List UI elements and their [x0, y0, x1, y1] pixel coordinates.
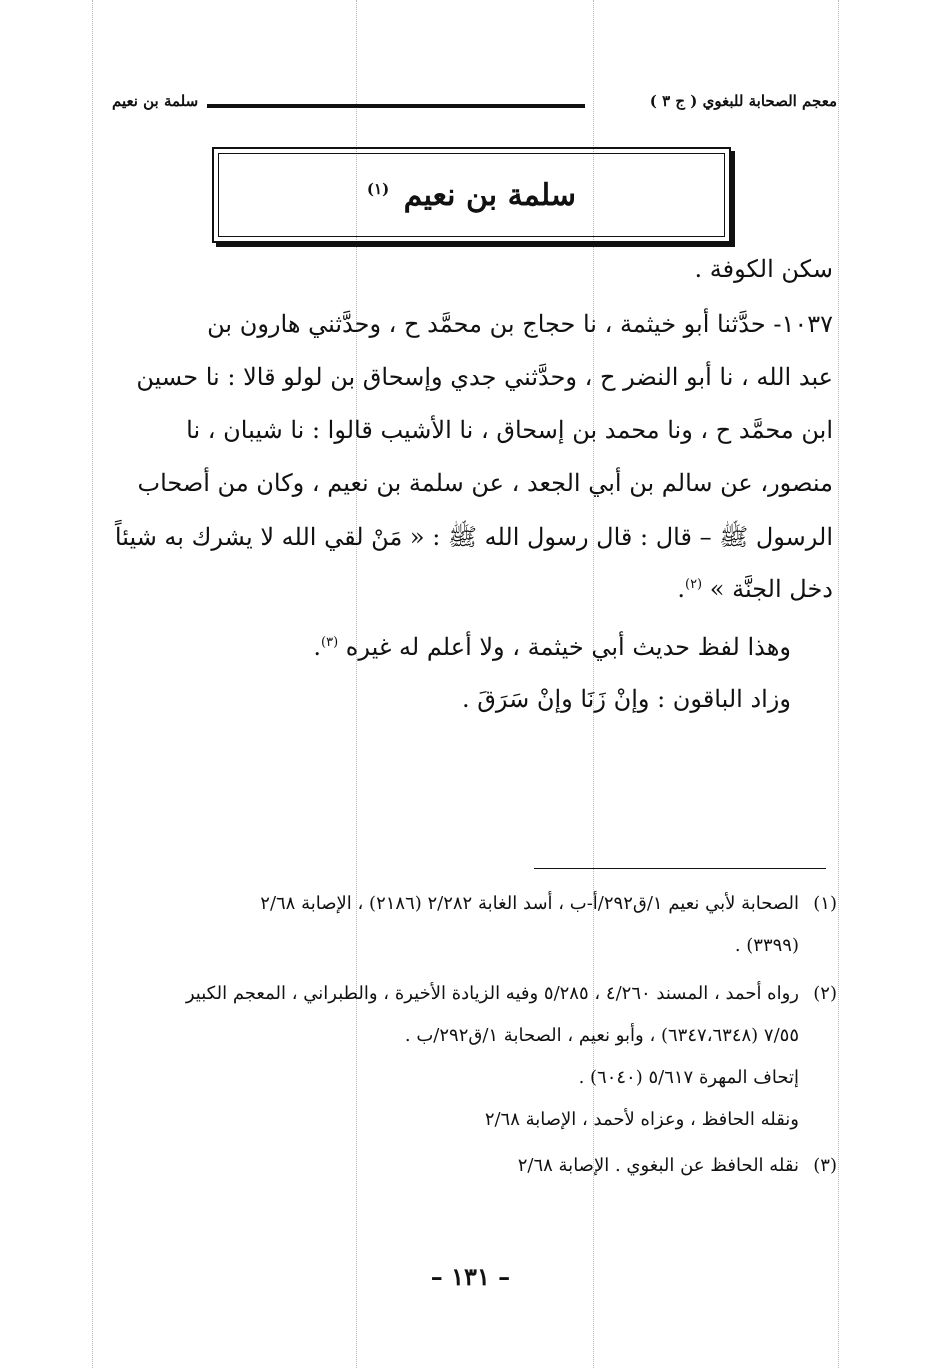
- title-footnote-ref: (١): [366, 179, 390, 198]
- footnote-3-line-1: (٣)نقله الحافظ عن البغوي . الإصابة ٢/٦٨: [517, 1155, 837, 1176]
- footnote-number: (٢): [813, 983, 837, 1004]
- header-rule: [207, 104, 585, 108]
- intro-text: سكن الكوفة .: [694, 255, 833, 283]
- hadith-line-4: منصور، عن سالم بن أبي الجعد ، عن سلمة بن نعيم ، وكان من أصحاب: [137, 469, 833, 497]
- footnote-number: (١): [813, 893, 837, 914]
- footnote-1-line-2: (٣٣٩٩) .: [734, 935, 799, 956]
- entry-title: [367, 178, 576, 213]
- addition-line: وزاد الباقون : وإنْ زَنَا وإنْ سَرَقَ .: [461, 685, 791, 713]
- footnote-separator: [534, 868, 826, 869]
- hadith-line-3: ابن محمَّد ح ، ونا محمد بن إسحاق ، نا الأشيب قالوا : نا شيبان ، نا: [186, 416, 833, 444]
- entry-title-name: سلمة بن نعيم: [403, 177, 577, 213]
- entry-title-box: [212, 147, 731, 243]
- footnote-number: (٣): [813, 1155, 837, 1176]
- footnote-1-line-1: (١)الصحابة لأبي نعيم ١/ق٢٩٢/أ-ب ، أسد الغابة ٢/٢٨٢ (٢١٨٦) ، الإصابة ٢/٦٨: [260, 893, 837, 914]
- entry-title-frame: [218, 153, 725, 237]
- header-book-title: معجم الصحابة للبغوي ( ج ٣ ): [649, 92, 837, 110]
- hadith-line-6: دخل الجنَّة » $^{(٢)}$.: [677, 575, 833, 603]
- note-footnote-ref: (٣): [321, 635, 339, 650]
- footnote-2-line-1: (٢)رواه أحمد ، المسند ٤/٢٦٠ ، ٥/٢٨٥ وفيه الزيادة الأخيرة ، والطبراني ، المعجم الكبير: [185, 983, 837, 1004]
- footnote-2-line-2: ٧/٥٥ (٦٣٤٧،٦٣٤٨) ، وأبو نعيم ، الصحابة ١/ق٢٩٢/ب .: [404, 1025, 799, 1046]
- hadith-line-1: ١٠٣٧- حدَّثنا أبو خيثمة ، نا حجاج بن محمَّد ح ، وحدَّثني هارون بن: [207, 310, 833, 338]
- header-entry-name: سلمة بن نعيم: [112, 92, 199, 110]
- page-number: – ١٣١ –: [430, 1262, 511, 1291]
- hadith-line-2: عبد الله ، نا أبو النضر ح ، وحدَّثني جدي وإسحاق بن لولو قالا : نا حسين: [136, 363, 833, 391]
- hadith-line-6-text: دخل الجنَّة »: [709, 575, 833, 603]
- note-line-text: وهذا لفظ حديث أبي خيثمة ، ولا أعلم له غيره: [345, 633, 791, 661]
- footnote-2-line-3: إتحاف المهرة ٥/٦١٧ (٦٠٤٠) .: [578, 1067, 799, 1088]
- footnote-2-line-4: ونقله الحافظ ، وعزاه لأحمد ، الإصابة ٢/٦٨: [484, 1109, 799, 1130]
- hadith-footnote-ref: (٢): [684, 577, 703, 592]
- hadith-line-5: الرسول ﷺ – قال : قال رسول الله ﷺ : « مَنْ لقي الله لا يشرك به شيئاً: [114, 523, 833, 551]
- note-line: وهذا لفظ حديث أبي خيثمة ، ولا أعلم له غيره $^{(٣)}$.: [313, 633, 791, 661]
- running-header: [112, 92, 837, 122]
